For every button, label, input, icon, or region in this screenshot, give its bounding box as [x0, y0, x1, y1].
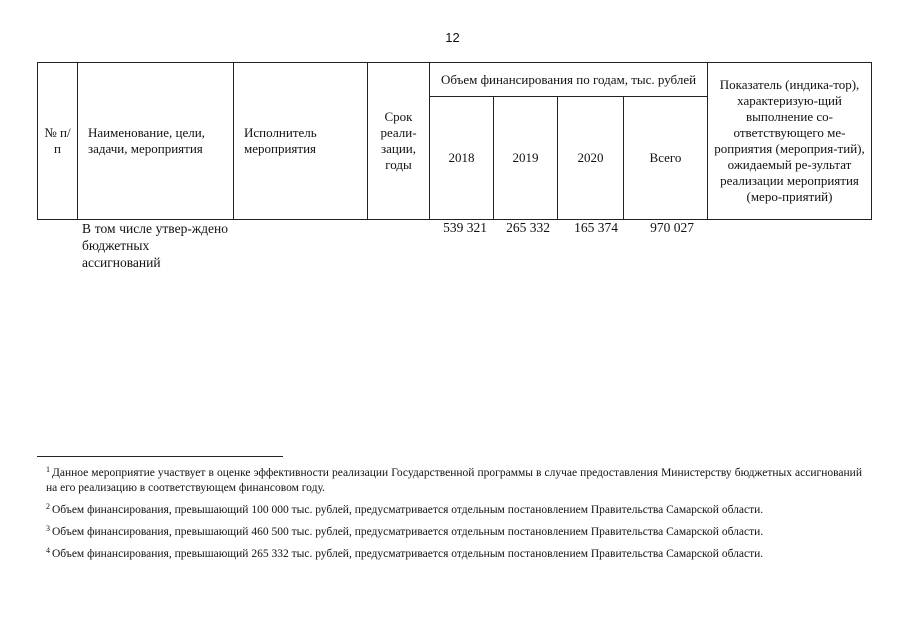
footnotes [46, 462, 862, 565]
row-description: В том числе утвер-ждено бюджетных ассигнований [82, 221, 228, 270]
header-total: Всего [624, 97, 708, 220]
value-2018: 539 321 [443, 220, 487, 235]
header-year-2019: 2019 [494, 97, 558, 220]
header-indicator: Показатель (индика-тор), характеризую-щий выполнение со-ответствующего ме-роприятия (мероприя-тий), ожидаемый ре-зультат реализации мероприятия (меро-приятий) [708, 63, 872, 220]
footnote-separator [37, 456, 283, 457]
value-2019: 265 332 [506, 220, 550, 235]
page-number: 12 [445, 30, 460, 45]
footnote: $^3$ Объем финансирования, превышающий 460 500 тыс. рублей, предусматривается отдельным постановлением Правительства Самарской области. [46, 524, 764, 538]
header-financing: Объем финансирования по годам, тыс. рублей [430, 63, 708, 97]
header-year-2018: 2018 [430, 97, 494, 220]
header-executor: Исполнитель мероприятия [234, 63, 368, 220]
header-number: № п/п [38, 63, 78, 220]
value-2020: 165 374 [574, 220, 618, 235]
header-name: Наименование, цели, задачи, мероприятия [78, 63, 234, 220]
value-total: 970 027 [650, 220, 694, 235]
header-year-2020: 2020 [558, 97, 624, 220]
financing-table-header [37, 62, 872, 220]
footnote: $^1$ Данное мероприятие участвует в оценке эффективности реализации Государственной программы в случае предоставления Министерству бюджетных ассигнований на его реализацию в соответствующем финансовом году. [46, 465, 862, 494]
footnote: $^4$ Объем финансирования, превышающий 265 332 тыс. рублей, предусматривается отдельным постановлением Правительства Самарской области. [46, 546, 764, 560]
header-period: Срок реали-зации, годы [368, 63, 430, 220]
footnote: $^2$ Объем финансирования, превышающий 100 000 тыс. рублей, предусматривается отдельным постановлением Правительства Самарской области. [46, 502, 764, 516]
